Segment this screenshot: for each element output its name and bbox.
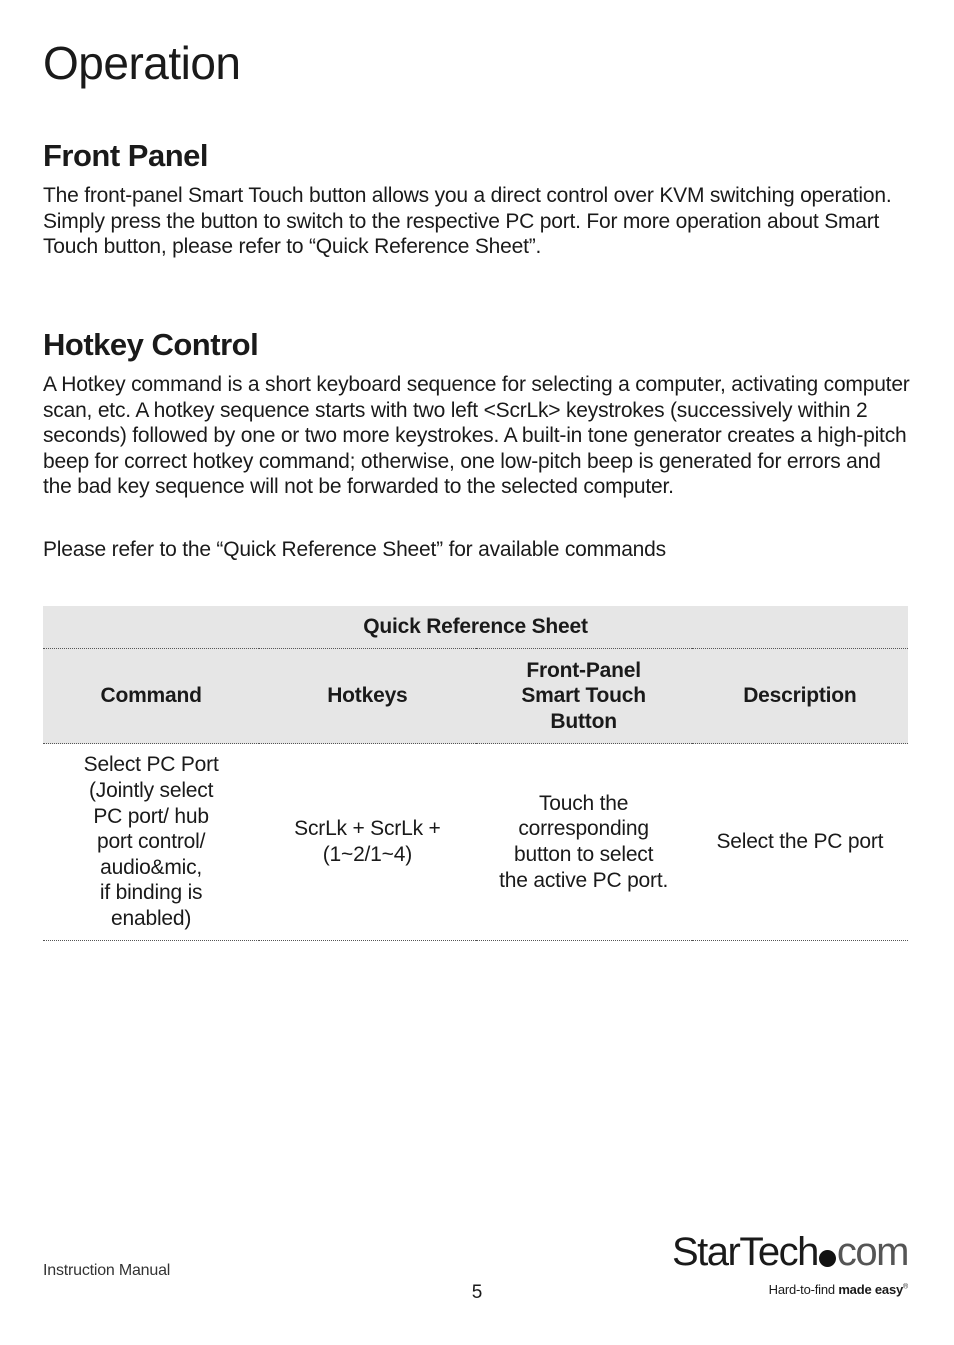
column-header-hotkeys: Hotkeys — [259, 649, 475, 744]
hotkey-control-heading: Hotkey Control — [43, 327, 259, 362]
startech-logo — [672, 1232, 912, 1302]
hotkey-control-body: A Hotkey command is a short keyboard sequence for selecting a computer, activating computer scan, etc. A hotkey sequence starts with two left <ScrLk> keystrokes (successively within 2 seconds) followed by one or two more keystrokes. A built-in tone generator creates a high-pitch beep for correct hotkey command; otherwise, one low-pitch beep is generated for errors and the bad key sequence will not be forwarded to the selected computer. — [43, 373, 910, 499]
logo-wordmark: StarTech com — [672, 1230, 908, 1274]
front-panel-heading: Front Panel — [43, 138, 209, 173]
quick-reference-table — [43, 606, 908, 941]
column-header-front-panel-button: Front-Panel Smart Touch Button — [476, 649, 692, 744]
footer-label: Instruction Manual — [43, 1262, 171, 1279]
table-row — [43, 744, 908, 941]
logo-dot-icon — [819, 1250, 836, 1267]
cell-description: Select the PC port — [692, 744, 908, 941]
page-title: Operation — [43, 37, 241, 89]
cell-front-panel-button: Touch the corresponding button to select the active PC port. — [476, 744, 692, 941]
front-panel-body: The front-panel Smart Touch button allows you a direct control over KVM switching operation. Simply press the button to switch to the respective PC port. For more operation about Smart Touch button, please refer to “Quick Reference Sheet”. — [43, 184, 892, 259]
cell-command: Select PC Port (Jointly select PC port/ hub port control/ audio&mic, if binding is enabled) — [43, 744, 259, 941]
logo-tagline: Hard-to-find made easy® — [768, 1282, 908, 1297]
cell-hotkeys: ScrLk + ScrLk + (1~2/1~4) — [259, 744, 475, 941]
column-header-description: Description — [692, 649, 908, 744]
table-header-row — [43, 649, 908, 744]
hotkey-control-note: Please refer to the “Quick Reference Sheet” for available commands — [43, 538, 666, 561]
column-header-command: Command — [43, 649, 259, 744]
page-number: 5 — [471, 1282, 483, 1303]
quick-reference-title: Quick Reference Sheet — [43, 606, 908, 649]
